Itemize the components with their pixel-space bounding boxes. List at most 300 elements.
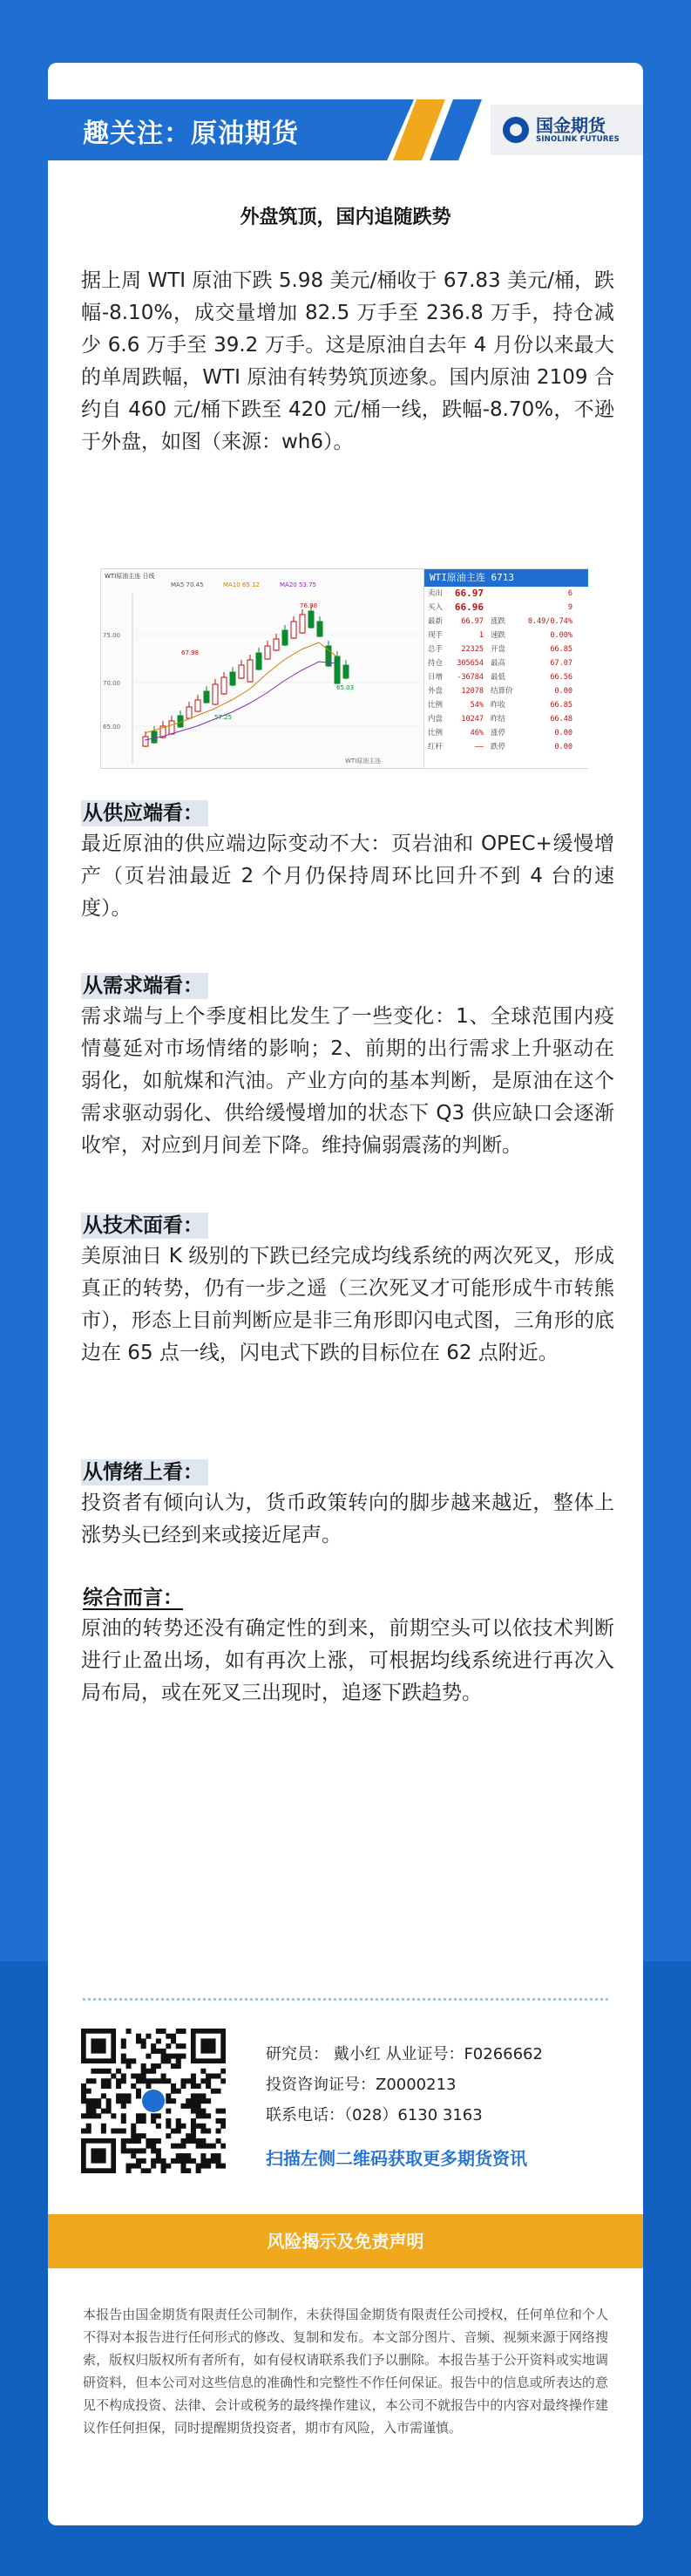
qr-module	[216, 2089, 221, 2094]
qr-module	[191, 2109, 196, 2114]
candle-body	[169, 721, 174, 734]
qr-module	[161, 2054, 166, 2059]
axis-label-65: 65.00	[103, 724, 121, 731]
quote-cell: 最低	[491, 673, 506, 682]
qr-module	[216, 2153, 221, 2158]
price-chart-image	[100, 568, 588, 769]
quote-cell: 日增	[428, 673, 444, 682]
qr-module	[191, 2158, 196, 2164]
qr-module	[121, 2054, 126, 2059]
qr-module	[121, 2118, 126, 2124]
footer-divider	[83, 1998, 608, 2001]
qr-module	[191, 2118, 196, 2124]
qr-module	[186, 2138, 191, 2144]
section-heading-technical: 从技术面看：	[81, 1209, 208, 1238]
qr-module	[146, 2138, 151, 2144]
qr-module	[180, 2054, 186, 2059]
qr-module	[146, 2054, 151, 2059]
axis-label-70: 70.00	[103, 680, 121, 687]
researcher-info: 研究员： 戴小红 从业证号：F0266662	[266, 2045, 543, 2063]
qr-module	[96, 2113, 101, 2118]
quote-cell: 昨结	[491, 715, 506, 724]
quote-cell: 最新	[428, 617, 444, 626]
qr-module	[171, 2158, 176, 2164]
candle-body	[300, 615, 305, 633]
mid-price-label: 67.98	[181, 649, 200, 656]
scan-tip: 扫描左侧二维码获取更多期货资讯	[266, 2148, 527, 2169]
qr-module	[156, 2124, 161, 2129]
qr-module	[141, 2074, 146, 2079]
qr-module	[106, 2098, 112, 2104]
candle-body	[343, 665, 349, 678]
qr-module	[191, 2074, 196, 2079]
qr-module	[191, 2083, 196, 2089]
qr-module	[91, 2078, 96, 2083]
qr-module	[166, 2054, 171, 2059]
qr-module	[121, 2113, 126, 2118]
qr-module	[101, 2078, 106, 2083]
candle-body	[256, 653, 261, 669]
qr-module	[116, 2083, 121, 2089]
candle-body	[265, 646, 270, 659]
consult-cert: 投资咨询证号：Z0000213	[266, 2076, 457, 2094]
intro-paragraph: 据上周 WTI 原油下跌 5.98 美元/桶收于 67.83 美元/桶，跌幅-8.10%，成交量增加 82.5 万手至 236.8 万手，持仓减少 6.6 万手至 39.2 万手。这是原油自去年 4 月份以来最大的单周跌幅，WTI 原油有转势筑顶迹象。国内原油 2109 合约自 460 元/桶下跌至 420 元/桶一线，跌幅-8.70%，不逊于外盘，如图（来源：wh6）。	[81, 269, 614, 453]
qr-module	[216, 2109, 221, 2114]
qr-module	[136, 2138, 141, 2144]
qr-module	[211, 2153, 216, 2158]
article-title: 外盘筑顶，国内追随跌势	[240, 207, 451, 228]
qr-module	[141, 2148, 146, 2153]
qr-module	[166, 2164, 171, 2169]
qr-module	[161, 2078, 166, 2083]
peak-price-label: 76.98	[300, 602, 318, 609]
qr-module	[136, 2158, 141, 2164]
qr-module	[180, 2138, 186, 2144]
qr-module	[126, 2098, 132, 2104]
quote-cell: 买入	[428, 603, 444, 612]
qr-module	[166, 2124, 171, 2129]
quote-header: WTI原油主连 6713	[424, 569, 588, 587]
qr-module	[106, 2083, 112, 2089]
qr-module	[220, 2118, 226, 2124]
qr-module	[186, 2133, 191, 2138]
qr-module	[106, 2109, 112, 2114]
qr-module	[191, 2078, 196, 2083]
qr-module	[176, 2153, 181, 2158]
quote-cell: 9	[567, 603, 572, 612]
quote-cell: 跌停	[491, 743, 506, 751]
qr-module	[206, 2144, 211, 2149]
qr-module	[206, 2074, 211, 2079]
candle-body	[186, 707, 192, 718]
quote-row	[424, 615, 588, 629]
quote-cell: 最高	[491, 659, 506, 668]
qr-module	[166, 2058, 171, 2063]
qr-module	[186, 2153, 191, 2158]
qr-module	[206, 2128, 211, 2133]
qr-module	[176, 2063, 181, 2069]
qr-module	[111, 2128, 116, 2133]
qr-code[interactable]	[81, 2029, 226, 2173]
qr-module	[166, 2133, 171, 2138]
qr-module	[126, 2093, 132, 2098]
quote-cell: 开盘	[491, 645, 506, 654]
quote-cell: 0.00	[554, 687, 572, 696]
quote-cell: 66.85	[550, 701, 572, 710]
qr-module	[141, 2069, 146, 2074]
quote-row	[424, 684, 588, 698]
qr-module	[136, 2038, 141, 2043]
logo-text-en: SINOLINK FUTURES	[536, 135, 620, 144]
qr-code-image	[81, 2029, 226, 2173]
qr-module	[151, 2158, 156, 2164]
qr-module	[126, 2058, 132, 2063]
qr-module	[146, 2168, 151, 2173]
qr-module	[176, 2029, 181, 2034]
qr-module	[136, 2078, 141, 2083]
qr-module	[180, 2029, 186, 2034]
qr-module	[131, 2148, 136, 2153]
qr-module	[96, 2098, 101, 2104]
quote-cell: 持仓	[428, 659, 444, 668]
qr-finder	[91, 2148, 105, 2163]
qr-module	[136, 2113, 141, 2118]
qr-module	[161, 2074, 166, 2079]
qr-module	[200, 2113, 206, 2118]
qr-module	[121, 2078, 126, 2083]
qr-module	[81, 2083, 86, 2089]
section-body-technical: 美原油日 K 级别的下跌已经完成均线系统的两次死叉，形成真正的转势，仍有一步之遥（三次死叉才可能形成牛市转熊市），形态上目前判断应是非三角形即闪电式图，三角形的底边在 65 点一线，闪电式下跌的目标位在 62 点附近。	[81, 1245, 614, 1364]
qr-module	[136, 2148, 141, 2153]
qr-module	[200, 2128, 206, 2133]
qr-module	[86, 2089, 91, 2094]
qr-module	[101, 2069, 106, 2074]
candle-body	[152, 731, 157, 743]
qr-module	[166, 2043, 171, 2049]
qr-module	[141, 2168, 146, 2173]
qr-module	[121, 2148, 126, 2153]
qr-module	[131, 2083, 136, 2089]
qr-module	[141, 2038, 146, 2043]
qr-module	[136, 2089, 141, 2094]
quote-cell: 305654	[457, 659, 484, 668]
quote-row	[424, 698, 588, 712]
qr-module	[126, 2138, 132, 2144]
qr-module	[216, 2128, 221, 2133]
qr-module	[196, 2113, 201, 2118]
quote-row	[424, 601, 588, 615]
ma10-label: MA10 65.12	[223, 581, 260, 588]
section-body-supply: 最近原油的供应端边际变动不大：页岩油和 OPEC+缓慢增产（页岩油最近 2 个月仍保持周环比回升不到 4 台的速度）。	[81, 833, 614, 920]
qr-module	[196, 2168, 201, 2173]
risk-title: 风险揭示及免责声明	[267, 2231, 424, 2252]
qr-module	[176, 2058, 181, 2063]
qr-module	[86, 2113, 91, 2118]
candle-body	[308, 611, 314, 628]
qr-module	[86, 2104, 91, 2109]
qr-module	[91, 2113, 96, 2118]
qr-module	[200, 2069, 206, 2074]
qr-module	[86, 2109, 91, 2114]
qr-module	[156, 2038, 161, 2043]
quote-cell: 昨收	[491, 701, 506, 710]
qr-module	[176, 2054, 181, 2059]
qr-module	[220, 2078, 226, 2083]
qr-module	[180, 2164, 186, 2169]
quote-row	[424, 656, 588, 670]
header-title: 趣关注：原油期货	[83, 119, 299, 149]
qr-module	[141, 2078, 146, 2083]
quote-cell	[484, 601, 525, 615]
qr-module	[151, 2078, 156, 2083]
quote-cell: 67.07	[550, 659, 572, 668]
qr-module	[146, 2144, 151, 2149]
qr-module	[220, 2164, 226, 2169]
section-body-sentiment: 投资者有倾向认为，货币政策转向的脚步越来越近，整体上涨势头已经到来或接近尾声。	[81, 1492, 614, 1546]
quote-cell: 比例	[428, 701, 444, 710]
qr-module	[191, 2093, 196, 2098]
qr-module	[180, 2083, 186, 2089]
qr-module	[156, 2078, 161, 2083]
quote-cell: 红杆	[428, 743, 444, 751]
qr-module	[136, 2133, 141, 2138]
qr-finder	[91, 2038, 105, 2053]
candle-body	[335, 656, 340, 683]
qr-module	[111, 2113, 116, 2118]
qr-module	[126, 2063, 132, 2069]
quote-cell: 22325	[461, 645, 484, 654]
quote-cell: ——	[474, 743, 484, 751]
qr-module	[180, 2124, 186, 2129]
qr-module	[211, 2074, 216, 2079]
qr-module	[81, 2128, 86, 2133]
qr-module	[116, 2069, 121, 2074]
qr-module	[171, 2098, 176, 2104]
qr-module	[191, 2128, 196, 2133]
qr-module	[146, 2078, 151, 2083]
qr-module	[200, 2098, 206, 2104]
qr-module	[200, 2078, 206, 2083]
candle-body	[230, 672, 235, 685]
qr-module	[180, 2168, 186, 2173]
qr-module	[126, 2164, 132, 2169]
qr-module	[211, 2158, 216, 2164]
last-low-label: 65.03	[336, 684, 355, 691]
qr-module	[196, 2098, 201, 2104]
quote-cell: 0.00	[554, 743, 572, 751]
qr-module	[200, 2158, 206, 2164]
qr-module	[141, 2118, 146, 2124]
qr-module	[86, 2128, 91, 2133]
kline-chart	[101, 569, 423, 768]
qr-module	[131, 2124, 136, 2129]
qr-module	[151, 2069, 156, 2074]
candle-body	[282, 630, 288, 645]
qr-module	[151, 2118, 156, 2124]
qr-module	[191, 2133, 196, 2138]
candle-body	[291, 622, 296, 638]
qr-module	[81, 2113, 86, 2118]
qr-module	[171, 2034, 176, 2039]
ma20-label: MA20 53.75	[280, 581, 316, 588]
qr-module	[156, 2153, 161, 2158]
qr-module	[121, 2043, 126, 2049]
qr-module	[166, 2093, 171, 2098]
qr-module	[151, 2049, 156, 2054]
qr-module	[180, 2104, 186, 2109]
qr-module	[206, 2078, 211, 2083]
qr-module	[101, 2083, 106, 2089]
qr-module	[171, 2063, 176, 2069]
qr-module	[196, 2109, 201, 2114]
candle-body	[143, 737, 148, 746]
qr-module	[121, 2093, 126, 2098]
qr-module	[146, 2069, 151, 2074]
qr-module	[106, 2078, 112, 2083]
qr-module	[166, 2078, 171, 2083]
qr-module	[206, 2164, 211, 2169]
qr-module	[121, 2038, 126, 2043]
qr-module	[121, 2128, 126, 2133]
quote-cell: 12078	[461, 687, 484, 696]
qr-module	[186, 2168, 191, 2173]
qr-module	[81, 2098, 86, 2104]
quote-cell: 66.97	[454, 588, 484, 599]
qr-module	[200, 2093, 206, 2098]
qr-module	[176, 2118, 181, 2124]
qr-module	[126, 2168, 132, 2173]
ma5-label: MA5 70.45	[171, 581, 204, 588]
qr-module	[176, 2043, 181, 2049]
qr-module	[196, 2124, 201, 2129]
quote-cell: 结算价	[491, 687, 513, 696]
qr-module	[200, 2153, 206, 2158]
qr-module	[86, 2078, 91, 2083]
qr-module	[191, 2098, 196, 2104]
qr-module	[176, 2144, 181, 2149]
qr-module	[121, 2058, 126, 2063]
qr-module	[141, 2158, 146, 2164]
qr-module	[161, 2168, 166, 2173]
section-heading-summary: 综合而言：	[83, 1587, 183, 1609]
qr-module	[191, 2138, 196, 2144]
quote-cell: 66.56	[550, 673, 572, 682]
qr-module	[161, 2164, 166, 2169]
qr-module	[206, 2113, 211, 2118]
qr-module	[101, 2109, 106, 2114]
qr-module	[216, 2158, 221, 2164]
qr-module	[161, 2049, 166, 2054]
qr-module	[166, 2118, 171, 2124]
qr-module	[156, 2148, 161, 2153]
qr-module	[136, 2164, 141, 2169]
qr-module	[116, 2128, 121, 2133]
qr-module	[196, 2104, 201, 2109]
brand-logo	[491, 105, 643, 155]
section-heading-demand: 从需求端看：	[81, 969, 208, 998]
qr-module	[206, 2083, 211, 2089]
section-heading-sentiment: 从情绪上看：	[81, 1456, 208, 1485]
qr-module	[186, 2098, 191, 2104]
quote-cell: 涨停	[491, 729, 506, 737]
qr-module	[180, 2078, 186, 2083]
qr-module	[131, 2138, 136, 2144]
quote-row	[424, 670, 588, 684]
section-heading-supply: 从供应端看：	[81, 797, 208, 826]
qr-module	[126, 2148, 132, 2153]
qr-module	[91, 2069, 96, 2074]
quote-cell: 外盘	[428, 687, 444, 696]
qr-module	[106, 2104, 112, 2109]
quote-cell: 卖出	[428, 589, 444, 598]
candle-body	[247, 660, 253, 682]
qr-module	[180, 2158, 186, 2164]
qr-module	[81, 2089, 86, 2094]
quote-cell: 66.85	[550, 645, 572, 654]
qr-module	[156, 2158, 161, 2164]
qr-module	[220, 2069, 226, 2074]
qr-module	[220, 2124, 226, 2129]
qr-module	[216, 2118, 221, 2124]
quote-cell: 6	[567, 589, 572, 598]
qr-module	[171, 2054, 176, 2059]
qr-module	[136, 2074, 141, 2079]
qr-module	[186, 2078, 191, 2083]
quote-cell: 0.00%	[550, 631, 572, 640]
qr-module	[196, 2093, 201, 2098]
qr-module	[171, 2038, 176, 2043]
qr-module	[91, 2104, 96, 2109]
qr-module	[171, 2083, 176, 2089]
axis-label-75: 75.00	[103, 632, 121, 639]
qr-module	[131, 2133, 136, 2138]
qr-module	[151, 2138, 156, 2144]
qr-center-logo-icon	[142, 2090, 165, 2112]
qr-module	[211, 2144, 216, 2149]
candle-body	[239, 665, 244, 678]
qr-module	[166, 2098, 171, 2104]
quote-row	[424, 587, 588, 601]
quote-cell: -36784	[457, 673, 484, 682]
qr-module	[176, 2128, 181, 2133]
qr-module	[166, 2034, 171, 2039]
candle-body	[213, 684, 218, 704]
qr-module	[101, 2128, 106, 2133]
qr-module	[121, 2104, 126, 2109]
qr-module	[151, 2148, 156, 2153]
qr-module	[191, 2124, 196, 2129]
qr-module	[200, 2138, 206, 2144]
qr-module	[151, 2144, 156, 2149]
qr-module	[211, 2089, 216, 2094]
qr-module	[116, 2093, 121, 2098]
qr-module	[146, 2083, 151, 2089]
qr-module	[91, 2109, 96, 2114]
quote-cell: 1	[478, 631, 484, 640]
qr-module	[126, 2029, 132, 2034]
quote-cell: 66.96	[454, 602, 484, 613]
qr-module	[101, 2124, 106, 2129]
qr-module	[136, 2093, 141, 2098]
qr-module	[180, 2043, 186, 2049]
section-body-summary: 原油的转势还没有确定性的到来，前期空头可以依技术判断进行止盈出场，如有再次上涨，可根据均线系统进行再次入局布局，或在死叉三出现时，追逐下跌趋势。	[81, 1617, 614, 1704]
qr-module	[131, 2058, 136, 2063]
quote-cell: 现手	[428, 631, 444, 640]
qr-module	[180, 2153, 186, 2158]
qr-module	[121, 2074, 126, 2079]
qr-module	[216, 2074, 221, 2079]
qr-module	[186, 2158, 191, 2164]
